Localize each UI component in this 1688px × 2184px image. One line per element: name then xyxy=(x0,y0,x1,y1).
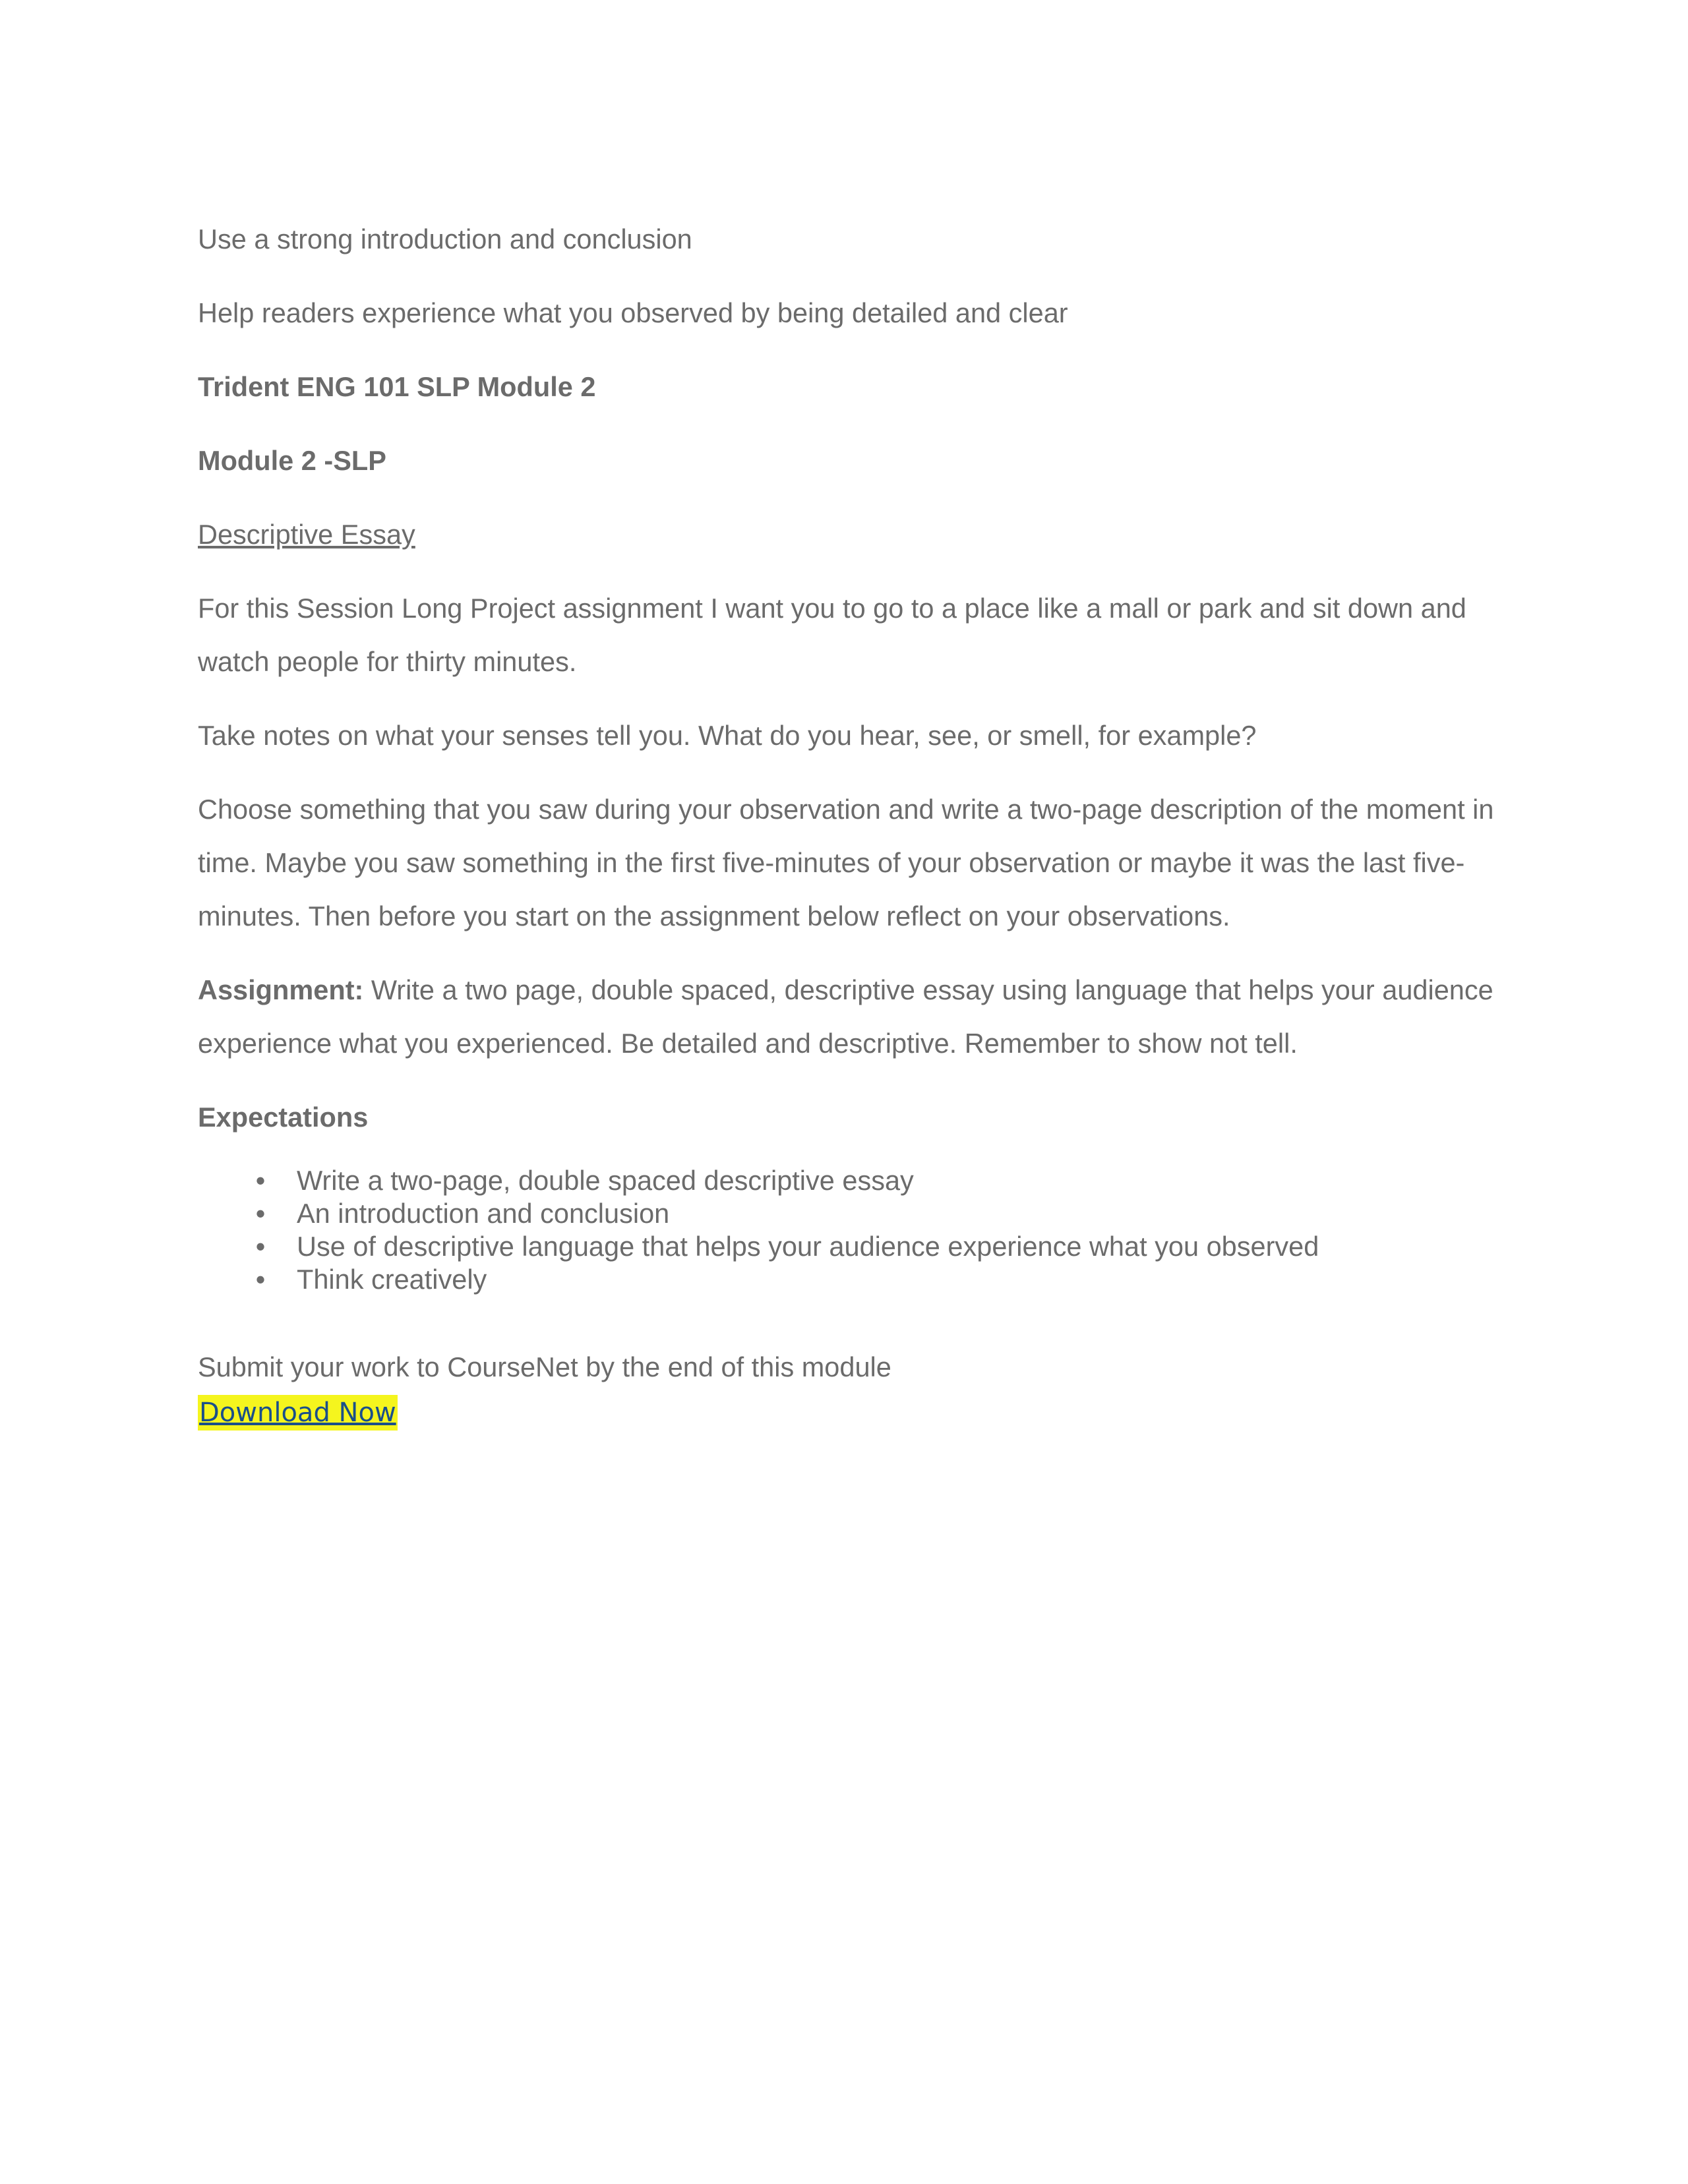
essay-heading: Descriptive Essay xyxy=(198,519,415,550)
assignment-label: Assignment: xyxy=(198,974,364,1005)
download-now-link[interactable]: Download Now xyxy=(198,1395,398,1431)
submit-line: Submit your work to CourseNet by the end of this module xyxy=(198,1351,891,1382)
list-item-text: Think creatively xyxy=(297,1264,487,1295)
instruction-paragraph-1: For this Session Long Project assignment I want you to go to a place like a mall or park and sit down and watch people for thirty minutes. xyxy=(198,593,1466,677)
bullet-icon: • xyxy=(255,1198,266,1229)
bullet-icon: • xyxy=(255,1165,266,1196)
list-item xyxy=(198,1164,1503,1197)
assignment-text: Write a two page, double spaced, descriptive essay using language that helps your audience experience what you experienced. Be detailed and descriptive. Remember to show not tell. xyxy=(198,974,1493,1059)
course-title: Trident ENG 101 SLP Module 2 xyxy=(198,371,596,402)
list-item-text: Write a two-page, double spaced descriptive essay xyxy=(297,1165,914,1196)
list-item-text: Use of descriptive language that helps your audience experience what you observed xyxy=(297,1231,1319,1262)
instruction-paragraph-2: Take notes on what your senses tell you. What do you hear, see, or smell, for example? xyxy=(198,720,1257,751)
list-item xyxy=(198,1263,1503,1296)
intro-conclusion-line: Use a strong introduction and conclusion xyxy=(198,223,692,254)
list-item-text: An introduction and conclusion xyxy=(297,1198,670,1229)
bullet-icon: • xyxy=(255,1264,266,1295)
list-item xyxy=(198,1230,1503,1263)
assignment-paragraph xyxy=(198,963,1503,1070)
module-title: Module 2 -SLP xyxy=(198,445,386,476)
document-body xyxy=(198,212,1503,1431)
bullet-icon: • xyxy=(255,1231,266,1262)
instruction-paragraph-3: Choose something that you saw during your observation and write a two-page description of the moment in time. Maybe you saw something in the first five-minutes of your observation or maybe it was the last five-minutes. Then before you start on the assignment below reflect on your observations. xyxy=(198,794,1494,931)
expectations-list xyxy=(198,1164,1503,1296)
help-readers-line: Help readers experience what you observed by being detailed and clear xyxy=(198,297,1068,328)
list-item xyxy=(198,1197,1503,1230)
expectations-heading: Expectations xyxy=(198,1102,369,1133)
